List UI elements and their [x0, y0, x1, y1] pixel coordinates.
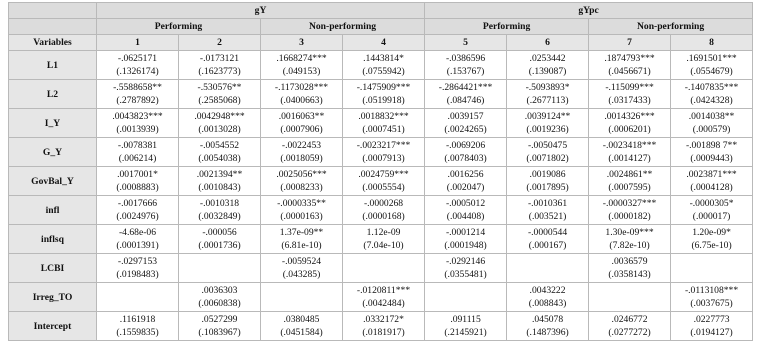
header-corner — [9, 3, 97, 19]
standard-error-value: (6.75e-10) — [691, 240, 732, 251]
column-header: 4 — [343, 35, 425, 51]
column-header: 7 — [589, 35, 671, 51]
estimate-cell — [261, 283, 343, 312]
estimate-cell — [97, 312, 179, 341]
coefficient-value: -.0017666 — [117, 198, 158, 209]
estimate-cell — [425, 80, 507, 109]
estimate-cell — [425, 283, 507, 312]
coefficient-value: .1443814* — [363, 53, 404, 64]
standard-error-value: (.0018059) — [280, 153, 323, 164]
standard-error-value: (.0019236) — [526, 124, 569, 135]
standard-error-value: (.1487396) — [526, 327, 569, 338]
regression-table — [8, 2, 753, 341]
coefficient-value: .0527299 — [201, 314, 238, 325]
standard-error-value: (.0004128) — [690, 182, 733, 193]
estimate-cell — [589, 167, 671, 196]
coefficient-value: .0043222 — [529, 285, 566, 296]
coefficient-value: -.0023418*** — [602, 140, 657, 151]
coefficient-value: -.0010318 — [199, 198, 240, 209]
coefficient-value: .0043823*** — [112, 111, 163, 122]
variable-name-cell: Intercept — [9, 312, 97, 341]
coefficient-value: -.530576** — [197, 82, 242, 93]
column-header-variables: Variables — [9, 35, 97, 51]
standard-error-value: (.2585068) — [198, 95, 241, 106]
table-row — [9, 225, 753, 254]
estimate-cell — [671, 80, 753, 109]
coefficient-value: .0021394** — [196, 169, 243, 180]
coefficient-value: -.001898 7** — [685, 140, 738, 151]
estimate-cell — [589, 80, 671, 109]
estimate-cell — [425, 167, 507, 196]
coefficient-value: .1668274*** — [276, 53, 327, 64]
coefficient-value: -.0059524 — [281, 256, 322, 267]
standard-error-value: (.2677113) — [526, 95, 569, 106]
coefficient-value: .0016063** — [278, 111, 325, 122]
column-header: 5 — [425, 35, 507, 51]
estimate-cell — [97, 254, 179, 283]
estimate-cell — [507, 312, 589, 341]
coefficient-value: -.0297153 — [117, 256, 158, 267]
coefficient-value: -.0113108*** — [684, 285, 739, 296]
standard-error-value: (.0005554) — [362, 182, 405, 193]
group-header-gypc: gYpc — [425, 3, 753, 19]
standard-error-value: (.0032849) — [198, 211, 241, 222]
standard-error-value: (.0007906) — [280, 124, 323, 135]
estimate-cell — [97, 225, 179, 254]
coefficient-value: -.1173028*** — [274, 82, 329, 93]
regression-table-container — [8, 2, 752, 341]
coefficient-value: -.0000305* — [689, 198, 734, 209]
coefficient-value: -.0000544 — [527, 227, 568, 238]
estimate-cell — [343, 138, 425, 167]
estimate-cell — [97, 138, 179, 167]
table-row — [9, 80, 753, 109]
coefficient-value: .0039124** — [524, 111, 571, 122]
table-row — [9, 196, 753, 225]
column-header: 6 — [507, 35, 589, 51]
coefficient-value: -.0069206 — [445, 140, 486, 151]
coefficient-value: -.0120811*** — [356, 285, 411, 296]
variable-name-cell: I_Y — [9, 109, 97, 138]
standard-error-value: (.084746) — [446, 95, 485, 106]
standard-error-value: (.0013028) — [198, 124, 241, 135]
coefficient-value: -.0078381 — [117, 140, 158, 151]
estimate-cell — [671, 254, 753, 283]
standard-error-value: (.0006201) — [608, 124, 651, 135]
subgroup-header: Non-performing — [589, 19, 753, 35]
estimate-cell — [97, 51, 179, 80]
coefficient-value: .045078 — [531, 314, 564, 325]
standard-error-value: (.0000163) — [280, 211, 323, 222]
estimate-cell — [589, 109, 671, 138]
coefficient-value: .0039157 — [447, 111, 484, 122]
standard-error-value: (.0001391) — [116, 240, 159, 251]
coefficient-value: .0036303 — [201, 285, 238, 296]
standard-error-value: (.0451584) — [280, 327, 323, 338]
coefficient-value: .091115 — [450, 314, 481, 325]
coefficient-value: .0024861** — [606, 169, 653, 180]
coefficient-value: -.115099*** — [605, 82, 654, 93]
standard-error-value: (.0007913) — [362, 153, 405, 164]
standard-error-value: (.000579) — [692, 124, 731, 135]
variable-name-cell: L2 — [9, 80, 97, 109]
standard-error-value: (.004408) — [446, 211, 485, 222]
coefficient-value: -.0173121 — [199, 53, 240, 64]
coefficient-value: .0025056*** — [276, 169, 327, 180]
coefficient-value: .1691501*** — [686, 53, 737, 64]
coefficient-value: .0036579 — [611, 256, 648, 267]
estimate-cell — [261, 51, 343, 80]
estimate-cell — [671, 109, 753, 138]
standard-error-value: (.0024265) — [444, 124, 487, 135]
estimate-cell — [425, 109, 507, 138]
estimate-cell — [425, 51, 507, 80]
estimate-cell — [343, 51, 425, 80]
estimate-cell — [507, 254, 589, 283]
table-header — [9, 3, 753, 51]
standard-error-value: (.0042484) — [362, 298, 405, 309]
standard-error-value: (.0355481) — [444, 269, 487, 280]
standard-error-value: (.0317433) — [608, 95, 651, 106]
coefficient-value: .0023871*** — [686, 169, 737, 180]
coefficient-value: .0019086 — [529, 169, 566, 180]
estimate-cell — [589, 312, 671, 341]
standard-error-value: (.043285) — [282, 269, 321, 280]
standard-error-value: (.1083967) — [198, 327, 241, 338]
standard-error-value: (.0010843) — [198, 182, 241, 193]
coefficient-value: .0246772 — [611, 314, 648, 325]
standard-error-value: (.0755942) — [362, 66, 405, 77]
coefficient-value: -.0050475 — [527, 140, 568, 151]
standard-error-value: (.0078403) — [444, 153, 487, 164]
estimate-cell — [97, 80, 179, 109]
table-body — [9, 51, 753, 341]
standard-error-value: (.2787892) — [116, 95, 159, 106]
standard-error-value: (.0008883) — [116, 182, 159, 193]
coefficient-value: -.0010361 — [527, 198, 568, 209]
standard-error-value: (.0181917) — [362, 327, 405, 338]
coefficient-value: -.0625171 — [117, 53, 158, 64]
estimate-cell — [343, 109, 425, 138]
standard-error-value: (.000167) — [528, 240, 567, 251]
coefficient-value: -.0292146 — [445, 256, 486, 267]
standard-error-value: (.0000182) — [608, 211, 651, 222]
estimate-cell — [589, 254, 671, 283]
column-header: 2 — [179, 35, 261, 51]
table-row — [9, 51, 753, 80]
standard-error-value: (.0001948) — [444, 240, 487, 251]
variable-name-cell: LCBI — [9, 254, 97, 283]
standard-error-value: (.1326174) — [116, 66, 159, 77]
coefficient-value: .0016256 — [447, 169, 484, 180]
variable-name-cell: inflsq — [9, 225, 97, 254]
standard-error-value: (.0194127) — [690, 327, 733, 338]
coefficient-value: -.0023217*** — [356, 140, 411, 151]
estimate-cell — [179, 283, 261, 312]
estimate-cell — [97, 109, 179, 138]
estimate-cell — [671, 312, 753, 341]
standard-error-value: (.1623773) — [198, 66, 241, 77]
estimate-cell — [343, 167, 425, 196]
estimate-cell — [671, 51, 753, 80]
estimate-cell — [671, 196, 753, 225]
estimate-cell — [343, 254, 425, 283]
estimate-cell — [343, 196, 425, 225]
coefficient-value: .1161918 — [119, 314, 156, 325]
estimate-cell — [261, 80, 343, 109]
coefficient-value: .0017001* — [117, 169, 158, 180]
estimate-cell — [671, 167, 753, 196]
standard-error-value: (.002047) — [446, 182, 485, 193]
estimate-cell — [425, 254, 507, 283]
coefficient-value: .1874793*** — [604, 53, 655, 64]
group-header-gy: gY — [97, 3, 425, 19]
estimate-cell — [425, 196, 507, 225]
estimate-cell — [261, 138, 343, 167]
estimate-cell — [261, 196, 343, 225]
standard-error-value: (.0456671) — [608, 66, 651, 77]
table-row — [9, 167, 753, 196]
estimate-cell — [671, 283, 753, 312]
coefficient-value: -4.68e-06 — [118, 227, 157, 238]
coefficient-value: .0380485 — [283, 314, 320, 325]
standard-error-value: (.1559835) — [116, 327, 159, 338]
estimate-cell — [261, 312, 343, 341]
standard-error-value: (.0007595) — [608, 182, 651, 193]
estimate-cell — [179, 254, 261, 283]
coefficient-value: 1.12e-09 — [366, 227, 401, 238]
estimate-cell — [589, 283, 671, 312]
estimate-cell — [507, 196, 589, 225]
coefficient-value: -.0386596 — [445, 53, 486, 64]
estimate-cell — [507, 109, 589, 138]
estimate-cell — [507, 51, 589, 80]
standard-error-value: (.0400663) — [280, 95, 323, 106]
standard-error-value: (7.04e-10) — [363, 240, 404, 251]
standard-error-value: (.0017895) — [526, 182, 569, 193]
subgroup-header: Performing — [425, 19, 589, 35]
estimate-cell — [425, 138, 507, 167]
estimate-cell — [261, 254, 343, 283]
coefficient-value: -.2864421*** — [438, 82, 493, 93]
standard-error-value: (.0013939) — [116, 124, 159, 135]
estimate-cell — [179, 225, 261, 254]
coefficient-value: -.0022453 — [281, 140, 322, 151]
coefficient-value: -.0005012 — [445, 198, 486, 209]
estimate-cell — [179, 167, 261, 196]
estimate-cell — [507, 138, 589, 167]
standard-error-value: (6.81e-10) — [281, 240, 322, 251]
estimate-cell — [589, 51, 671, 80]
coefficient-value: 1.30e-09*** — [605, 227, 654, 238]
standard-error-value: (.0008233) — [280, 182, 323, 193]
table-row — [9, 283, 753, 312]
estimate-cell — [179, 312, 261, 341]
variable-name-cell: Irreg_TO — [9, 283, 97, 312]
estimate-cell — [179, 138, 261, 167]
standard-error-value: (.0554679) — [690, 66, 733, 77]
table-row — [9, 312, 753, 341]
estimate-cell — [179, 196, 261, 225]
table-row — [9, 254, 753, 283]
standard-error-value: (.006214) — [118, 153, 157, 164]
standard-error-value: (.139087) — [528, 66, 567, 77]
coefficient-value: -.000056 — [202, 227, 237, 238]
estimate-cell — [97, 167, 179, 196]
standard-error-value: (.0198483) — [116, 269, 159, 280]
standard-error-value: (.0000168) — [362, 211, 405, 222]
standard-error-value: (.0009443) — [690, 153, 733, 164]
coefficient-value: -.0000268 — [363, 198, 404, 209]
estimate-cell — [507, 80, 589, 109]
coefficient-value: -.5588658** — [113, 82, 162, 93]
standard-error-value: (.0037675) — [690, 298, 733, 309]
standard-error-value: (.0054038) — [198, 153, 241, 164]
subgroup-header: Performing — [97, 19, 261, 35]
column-header: 8 — [671, 35, 753, 51]
coefficient-value: -.0000327*** — [602, 198, 657, 209]
estimate-cell — [671, 138, 753, 167]
standard-error-value: (.008843) — [528, 298, 567, 309]
coefficient-value: .0042948*** — [194, 111, 245, 122]
table-row — [9, 138, 753, 167]
variable-name-cell: GovBal_Y — [9, 167, 97, 196]
standard-error-value: (.0007451) — [362, 124, 405, 135]
estimate-cell — [261, 109, 343, 138]
column-header: 1 — [97, 35, 179, 51]
estimate-cell — [507, 225, 589, 254]
coefficient-value: -.0001214 — [445, 227, 486, 238]
estimate-cell — [261, 225, 343, 254]
coefficient-value: -.1475909*** — [356, 82, 411, 93]
coefficient-value: 1.20e-09* — [692, 227, 731, 238]
standard-error-value: (.003521) — [528, 211, 567, 222]
variable-name-cell: infl — [9, 196, 97, 225]
standard-error-value: (7.82e-10) — [609, 240, 650, 251]
estimate-cell — [343, 312, 425, 341]
coefficient-value: -.0000335** — [277, 198, 326, 209]
estimate-cell — [97, 196, 179, 225]
estimate-cell — [179, 51, 261, 80]
estimate-cell — [507, 167, 589, 196]
coefficient-value: .0014326*** — [604, 111, 655, 122]
coefficient-value: .0024759*** — [358, 169, 409, 180]
coefficient-value: .0253442 — [529, 53, 566, 64]
subheader-corner — [9, 19, 97, 35]
coefficient-value: .0227773 — [693, 314, 730, 325]
estimate-cell — [507, 283, 589, 312]
column-header: 3 — [261, 35, 343, 51]
standard-error-value: (.000017) — [692, 211, 731, 222]
standard-error-value: (.0024976) — [116, 211, 159, 222]
standard-error-value: (.2145921) — [444, 327, 487, 338]
standard-error-value: (.0277272) — [608, 327, 651, 338]
coefficient-value: -.1407835*** — [684, 82, 739, 93]
estimate-cell — [261, 167, 343, 196]
coefficient-value: -.5093893* — [525, 82, 570, 93]
estimate-cell — [425, 312, 507, 341]
estimate-cell — [179, 109, 261, 138]
estimate-cell — [589, 138, 671, 167]
coefficient-value: -.0054552 — [199, 140, 240, 151]
variable-name-cell: L1 — [9, 51, 97, 80]
standard-error-value: (.049153) — [282, 66, 321, 77]
coefficient-value: .0018832*** — [358, 111, 409, 122]
estimate-cell — [671, 225, 753, 254]
coefficient-value: 1.37e-09** — [279, 227, 324, 238]
standard-error-value: (.0001736) — [198, 240, 241, 251]
standard-error-value: (.0424328) — [690, 95, 733, 106]
estimate-cell — [97, 283, 179, 312]
estimate-cell — [343, 283, 425, 312]
standard-error-value: (.153767) — [446, 66, 485, 77]
estimate-cell — [589, 225, 671, 254]
estimate-cell — [343, 80, 425, 109]
standard-error-value: (.0071802) — [526, 153, 569, 164]
standard-error-value: (.0358143) — [608, 269, 651, 280]
estimate-cell — [343, 225, 425, 254]
estimate-cell — [179, 80, 261, 109]
estimate-cell — [589, 196, 671, 225]
estimate-cell — [425, 225, 507, 254]
variable-name-cell: G_Y — [9, 138, 97, 167]
coefficient-value: .0332172* — [363, 314, 404, 325]
standard-error-value: (.0060838) — [198, 298, 241, 309]
table-row — [9, 109, 753, 138]
subgroup-header: Non-performing — [261, 19, 425, 35]
coefficient-value: .0014038** — [688, 111, 735, 122]
standard-error-value: (.0014127) — [608, 153, 651, 164]
standard-error-value: (.0519918) — [362, 95, 405, 106]
